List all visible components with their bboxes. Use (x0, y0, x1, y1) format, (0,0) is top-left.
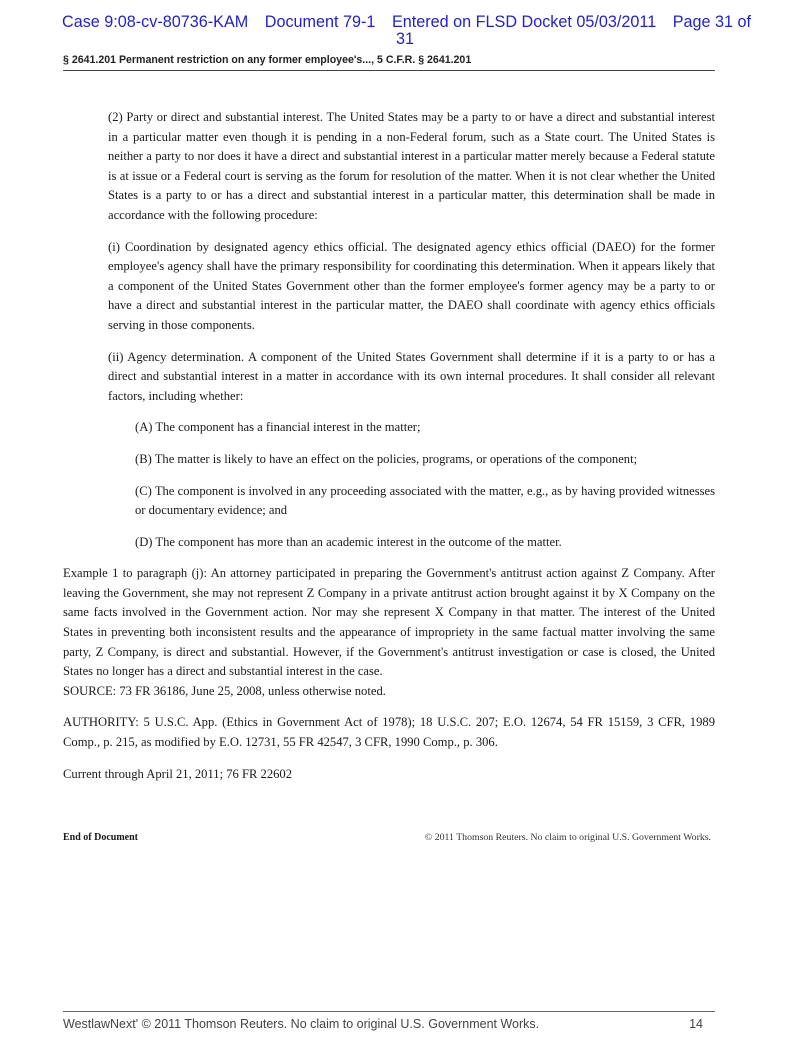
document-number: Document 79-1 (264, 13, 376, 31)
paragraph-b: (B) The matter is likely to have an effect on the policies, programs, or operations of the component; (135, 451, 638, 466)
running-head: § 2641.201 Permanent restriction on any former employee's..., 5 C.F.R. § 2641.201 (63, 54, 472, 66)
page-label: Page 31 of (672, 13, 752, 31)
example-paragraph: Example 1 to paragraph (j): An attorney participated in preparing the Government's antitrust action against Z Company. After leaving the Government, she may not represent Z Company in a private antitrust action brought against it by X Company on the same facts involved in the Government action. Nor may she represent X Company in that matter. The interest of the United States in preventing both inconsistent results and the appearance of impropriety in the same factual matter involving the same party, Z Company, is direct and substantial. However, if the Government's antitrust investigation or case is closed, the United States no longer has a direct and substantial interest in the case. (63, 566, 715, 679)
paragraph-i: (i) Coordination by designated agency ethics official. The designated agency ethics official (DAEO) for the former employee's agency shall have the primary responsibility for coordinating this determination. When it appears likely that a component of the United States Government other than the former employee's former agency may be a party to or have a direct and substantial interest in the particular matter, the DAEO shall coordinate with agency ethics officials serving in those components. (108, 239, 715, 332)
page-total: 31 (396, 30, 415, 48)
currency-line: Current through April 21, 2011; 76 FR 22602 (63, 766, 293, 781)
docket-entry: Entered on FLSD Docket 05/03/2011 (391, 13, 657, 31)
case-number: Case 9:08-cv-80736-KAM (62, 13, 249, 31)
paragraph-2: (2) Party or direct and substantial interest. The United States may be a party to or have a direct and substantial interest in a particular matter even though it is pending in a non-Federal forum, such as a State court. The United States is neither a party to nor does it have a direct and substantial interest in a particular matter merely because a Federal statute is at issue or a Federal court is serving as the forum for resolution of the matter. When it is not clear whether the United States is a party to or has a direct and substantial interest in a particular matter, this determination shall be made in accordance with the following procedure: (108, 110, 715, 222)
document-body (63, 108, 715, 796)
page-footer (63, 1017, 715, 1031)
footer-text: WestlawNext' © 2011 Thomson Reuters. No claim to original U.S. Government Works. (63, 1017, 540, 1031)
paragraph-a: (A) The component has a financial interest in the matter; (135, 420, 421, 435)
copyright-notice: © 2011 Thomson Reuters. No claim to original U.S. Government Works. (424, 832, 711, 843)
paragraph-c: (C) The component is involved in any proceeding associated with the matter, e.g., as by having provided witnesses or documentary evidence; and (135, 483, 715, 518)
page-number: 14 (689, 1017, 703, 1031)
paragraph-d: (D) The component has more than an academic interest in the outcome of the matter. (135, 534, 562, 549)
end-of-document-label: End of Document (63, 832, 139, 843)
header-divider (63, 70, 715, 71)
source-line: SOURCE: 73 FR 36186, June 25, 2008, unless otherwise noted. (63, 683, 386, 698)
footer-divider (63, 1011, 715, 1012)
paragraph-ii: (ii) Agency determination. A component of the United States Government shall determine if it is a party to or has a direct and substantial interest in a matter in accordance with its own internal procedures. It shall consider all relevant factors, including whether: (108, 349, 715, 403)
end-of-document-row (63, 832, 715, 843)
authority-paragraph: AUTHORITY: 5 U.S.C. App. (Ethics in Government Act of 1978); 18 U.S.C. 207; E.O. 12674, 54 FR 15159, 3 CFR, 1989 Comp., p. 215, as modified by E.O. 12731, 55 FR 42547, 3 CFR, 1990 Comp., p. 306. (63, 715, 715, 750)
